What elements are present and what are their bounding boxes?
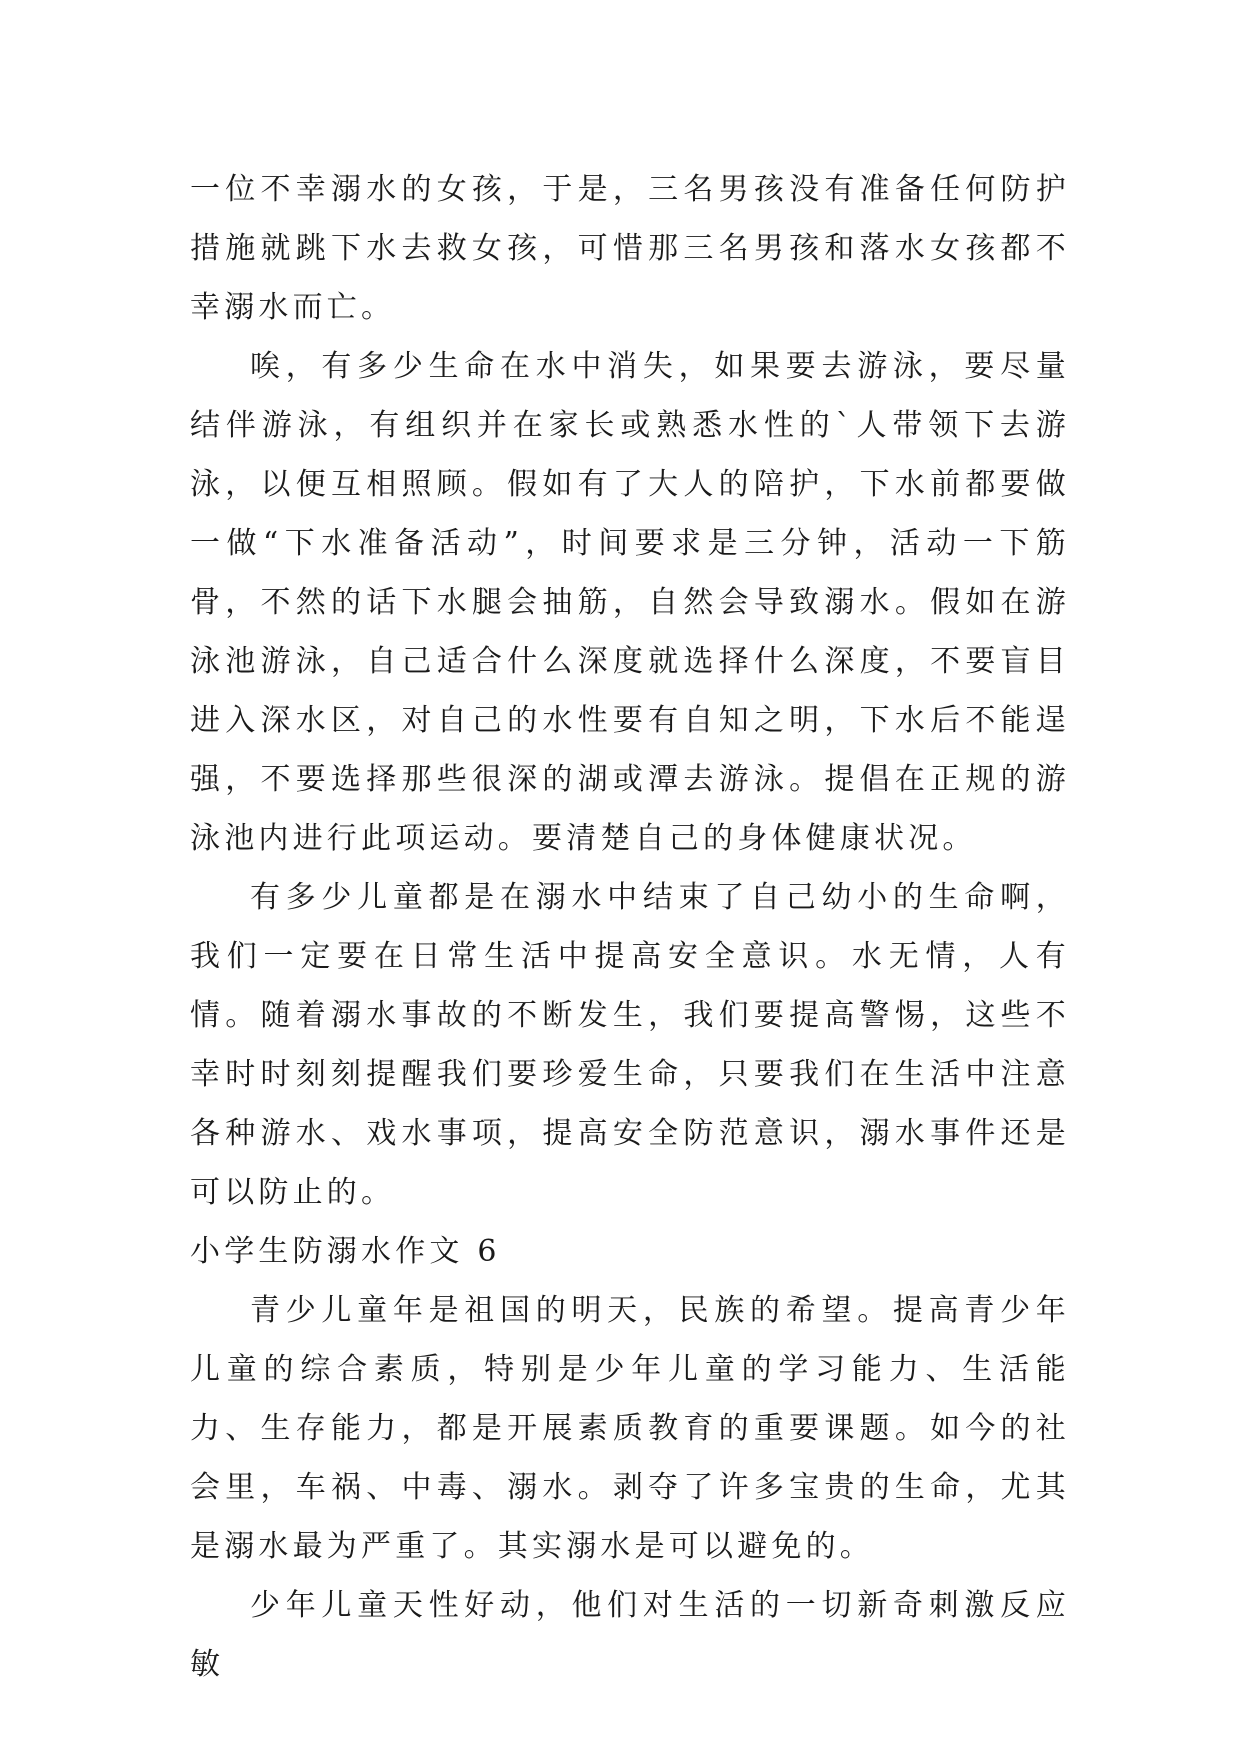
paragraph-youth-future: 青少儿童年是祖国的明天，民族的希望。提高青少年儿童的综合素质，特别是少年儿童的学习能力、生活能力、生存能力，都是开展素质教育的重要课题。如今的社会里，车祸、中毒、溺水。剥夺了许多宝贵的生命，尤其是溺水最为严重了。其实溺水是可以避免的。 <box>190 1293 1070 1564</box>
document-body <box>190 160 1070 1694</box>
essay-heading: 小学生防溺水作文 6 <box>190 1234 501 1269</box>
paragraph-safety-awareness: 有多少儿童都是在溺水中结束了自己幼小的生命啊，我们一定要在日常生活中提高安全意识。水无情，人有情。随着溺水事故的不断发生，我们要提高警惕，这些不幸时时刻刻提醒我们要珍爱生命，只要我们在生活中注意各种游水、戏水事项，提高安全防范意识，溺水事件还是可以防止的。 <box>190 880 1070 1210</box>
paragraph-swimming-safety: 唉，有多少生命在水中消失，如果要去游泳，要尽量结伴游泳，有组织并在家长或熟悉水性的`人带领下去游泳，以便互相照顾。假如有了大人的陪护，下水前都要做一做“下水准备活动”，时间要求是三分钟，活动一下筋骨，不然的话下水腿会抽筋，自然会导致溺水。假如在游泳池游泳，自己适合什么深度就选择什么深度，不要盲目进入深水区，对自己的水性要有自知之明，下水后不能逞强，不要选择那些很深的湖或潭去游泳。提倡在正规的游泳池内进行此项运动。要清楚自己的身体健康状况。 <box>190 349 1070 856</box>
paragraph-continuation: 一位不幸溺水的女孩，于是，三名男孩没有准备任何防护措施就跳下水去救女孩，可惜那三名男孩和落水女孩都不幸溺水而亡。 <box>190 172 1070 325</box>
paragraph-children-active: 少年儿童天性好动，他们对生活的一切新奇刺激反应敏 <box>190 1588 1070 1682</box>
